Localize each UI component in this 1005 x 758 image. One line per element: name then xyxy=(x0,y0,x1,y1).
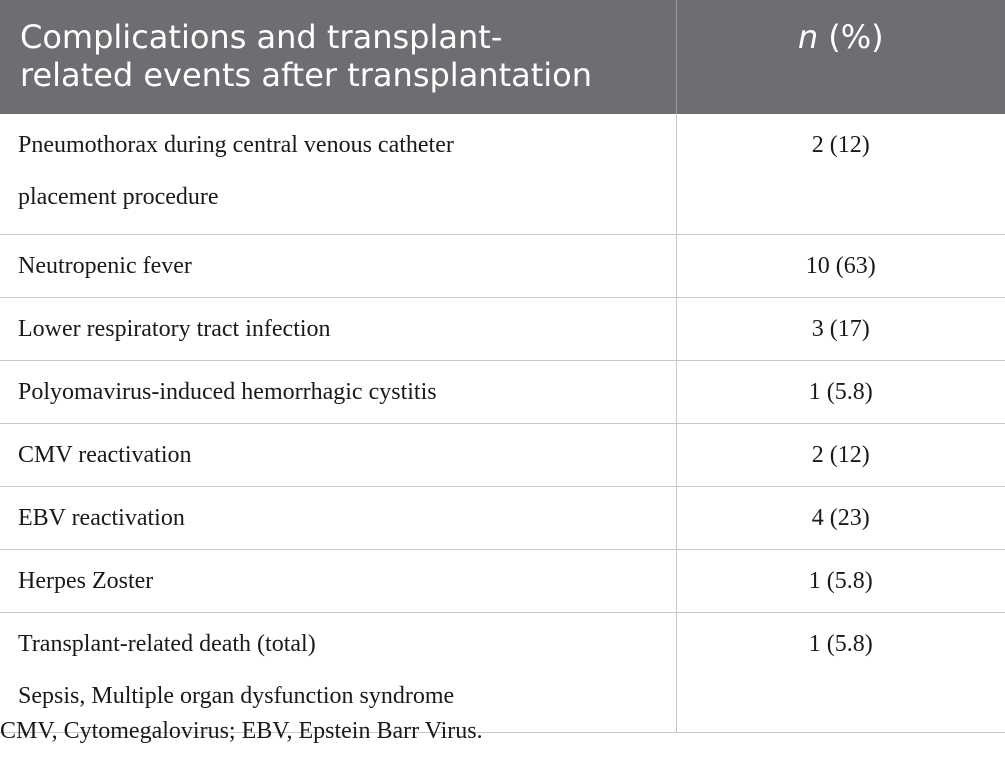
row-label: Transplant-related death (total) Sepsis, Multiple organ dysfunction syndrome xyxy=(0,612,676,732)
header-complications: Complications and transplant- related events after transplantation xyxy=(0,0,676,114)
row-label: Polyomavirus-induced hemorrhagic cystitis xyxy=(0,360,676,423)
row-value: 4 (23) xyxy=(676,486,1005,549)
table-footnote: CMV, Cytomegalovirus; EBV, Epstein Barr Virus. xyxy=(0,718,483,744)
row-value: 10 (63) xyxy=(676,234,1005,297)
table-row xyxy=(0,549,1005,612)
row-value: 1 (5.8) xyxy=(676,549,1005,612)
header-n-percent xyxy=(676,0,1005,114)
table-row xyxy=(0,486,1005,549)
row-value: 1 (5.8) xyxy=(676,360,1005,423)
table-row xyxy=(0,297,1005,360)
row-label: Neutropenic fever xyxy=(0,234,676,297)
table-row xyxy=(0,360,1005,423)
row-value: 2 (12) xyxy=(676,114,1005,234)
row-value: 1 (5.8) xyxy=(676,612,1005,732)
table-row xyxy=(0,114,1005,234)
header-percent: (%) xyxy=(818,18,884,56)
row-label: CMV reactivation xyxy=(0,423,676,486)
row-label: EBV reactivation xyxy=(0,486,676,549)
row-value: 3 (17) xyxy=(676,297,1005,360)
table-row xyxy=(0,423,1005,486)
table-row xyxy=(0,234,1005,297)
row-label: Pneumothorax during central venous catheter placement procedure xyxy=(0,114,676,234)
table-row xyxy=(0,612,1005,732)
header-n-italic: n xyxy=(797,18,819,56)
table-header-row xyxy=(0,0,1005,114)
row-label: Lower respiratory tract infection xyxy=(0,297,676,360)
row-value: 2 (12) xyxy=(676,423,1005,486)
row-label: Herpes Zoster xyxy=(0,549,676,612)
